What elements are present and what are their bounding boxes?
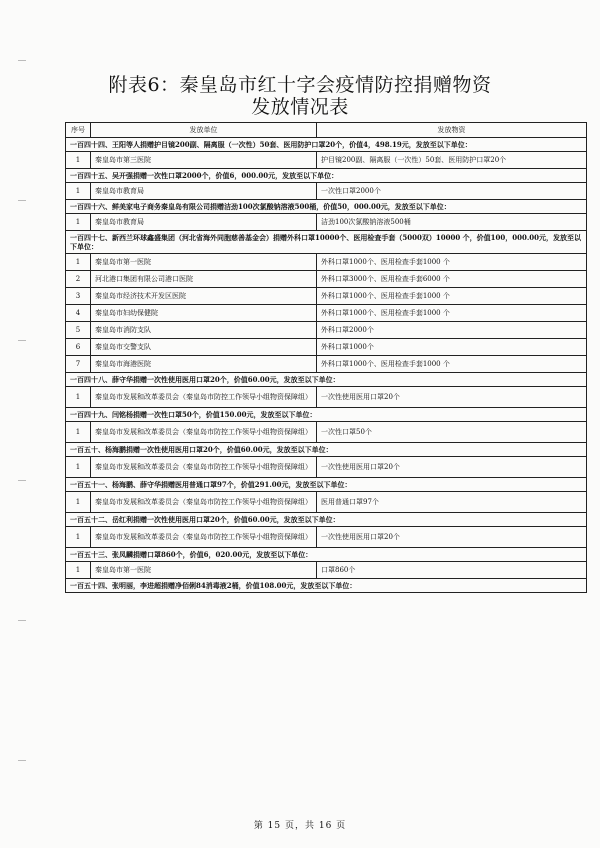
- table-row: [66, 422, 587, 443]
- row-goods: 医用普通口罩97个: [317, 492, 587, 513]
- row-goods: 外科口罩1000个: [317, 339, 587, 356]
- group-title: 一百四十五、吴开强捐赠一次性口罩2000个，价值6，000.00元，发放至以下单位：: [66, 169, 587, 183]
- row-goods: 护目镜200副、隔离服（一次性）50套、医用防护口罩20个: [317, 152, 587, 169]
- group-title-row: [66, 408, 587, 422]
- row-goods: 一次性口罩2000个: [317, 183, 587, 200]
- binding-mark: [18, 480, 26, 481]
- row-number: 5: [66, 322, 91, 339]
- row-goods: 洁劲100次氯酸钠溶液500桶: [317, 214, 587, 231]
- table-row: [66, 152, 587, 169]
- binding-mark: [18, 340, 26, 341]
- row-unit: 秦皇岛市教育局: [91, 214, 317, 231]
- group-title: 一百五十一、杨海鹏、薛守华捐赠医用普通口罩97个，价值291.00元，发放至以下单位：: [66, 478, 587, 492]
- group-title-row: [66, 373, 587, 387]
- row-number: 1: [66, 422, 91, 443]
- table-row: [66, 356, 587, 373]
- row-number: 1: [66, 562, 91, 579]
- table-row: [66, 562, 587, 579]
- binding-mark: [18, 200, 26, 201]
- row-unit: 秦皇岛市第一医院: [91, 562, 317, 579]
- row-unit: 秦皇岛市发展和改革委员会（秦皇岛市防控工作领导小组物资保障组）: [91, 457, 317, 478]
- row-number: 1: [66, 214, 91, 231]
- row-unit: 秦皇岛市发展和改革委员会（秦皇岛市防控工作领导小组物资保障组）: [91, 492, 317, 513]
- table-row: [66, 339, 587, 356]
- row-goods: 外科口罩3000个、医用检查手套6000 个: [317, 271, 587, 288]
- row-goods: 一次性使用医用口罩20个: [317, 387, 587, 408]
- row-number: 1: [66, 527, 91, 548]
- group-title-row: [66, 231, 587, 254]
- table-row: [66, 183, 587, 200]
- row-number: 1: [66, 152, 91, 169]
- row-number: 1: [66, 457, 91, 478]
- row-unit: 秦皇岛市海港医院: [91, 356, 317, 373]
- group-title-row: [66, 478, 587, 492]
- binding-mark: [18, 60, 26, 61]
- table-row: [66, 457, 587, 478]
- title-line-1: 附表6：秦皇岛市红十字会疫情防控捐赠物资: [108, 74, 492, 96]
- table-row: [66, 214, 587, 231]
- group-title: 一百五十四、张明丽，李进超捐赠净佰俐84消毒液2桶，价值108.00元，发放至以下单位：: [66, 579, 587, 593]
- table-row: [66, 527, 587, 548]
- group-title-row: [66, 138, 587, 152]
- row-number: 2: [66, 271, 91, 288]
- group-title: 一百四十六、鲜美家电子商务秦皇岛有限公司捐赠洁劲100次氯酸钠溶液500桶，价值50，000.00元，发放至以下单位：: [66, 200, 587, 214]
- row-number: 4: [66, 305, 91, 322]
- table-row: [66, 387, 587, 408]
- row-number: 1: [66, 492, 91, 513]
- row-unit: 秦皇岛市经济技术开发区医院: [91, 288, 317, 305]
- table-row: [66, 492, 587, 513]
- row-unit: 秦皇岛市第一医院: [91, 254, 317, 271]
- distribution-table: [65, 122, 587, 593]
- row-unit: 秦皇岛市教育局: [91, 183, 317, 200]
- row-unit: 秦皇岛市发展和改革委员会（秦皇岛市防控工作领导小组物资保障组）: [91, 387, 317, 408]
- table-body: [66, 138, 587, 593]
- table-header-row: [66, 123, 587, 138]
- row-unit: 秦皇岛市消防支队: [91, 322, 317, 339]
- binding-mark: [18, 760, 26, 761]
- row-unit: 秦皇岛市交警支队: [91, 339, 317, 356]
- row-unit: 秦皇岛市妇幼保健院: [91, 305, 317, 322]
- header-goods: 发放物资: [317, 123, 587, 138]
- row-unit: 秦皇岛市发展和改革委员会（秦皇岛市防控工作领导小组物资保障组）: [91, 422, 317, 443]
- group-title: 一百五十二、岳红利捐赠一次性使用医用口罩20个，价值60.00元，发放至以下单位：: [66, 513, 587, 527]
- group-title: 一百四十四、王阳等人捐赠护目镜200副、隔离服（一次性）50套、医用防护口罩20个，价值4，498.19元，发放至以下单位：: [66, 138, 587, 152]
- row-number: 1: [66, 183, 91, 200]
- group-title: 一百四十八、薛守华捐赠一次性使用医用口罩20个，价值60.00元，发放至以下单位：: [66, 373, 587, 387]
- group-title-row: [66, 200, 587, 214]
- title-line-2: 发放情况表: [251, 96, 349, 118]
- group-title-row: [66, 443, 587, 457]
- row-goods: 外科口罩1000个、医用检查手套1000 个: [317, 356, 587, 373]
- header-unit: 发放单位: [91, 123, 317, 138]
- group-title: 一百五十、杨海鹏捐赠一次性使用医用口罩20个，价值60.00元，发放至以下单位：: [66, 443, 587, 457]
- row-number: 1: [66, 254, 91, 271]
- group-title-row: [66, 513, 587, 527]
- group-title-row: [66, 169, 587, 183]
- row-goods: 外科口罩1000个、医用检查手套1000 个: [317, 254, 587, 271]
- row-goods: 外科口罩1000个、医用检查手套1000 个: [317, 305, 587, 322]
- page-footer: 第 15 页，共 16 页: [253, 821, 347, 831]
- page-title: [0, 74, 600, 118]
- table-row: [66, 254, 587, 271]
- row-goods: 一次性口罩50个: [317, 422, 587, 443]
- group-title: 一百四十七、新西兰环球鑫盛集团（河北省海外同胞慈善基金会）捐赠外科口罩10000个、医用检查手套（5000双）10000 个，价值100，000.00元，发放至以下单位：: [66, 231, 587, 254]
- row-unit: 河北港口集团有限公司港口医院: [91, 271, 317, 288]
- row-number: 6: [66, 339, 91, 356]
- header-number: 序号: [66, 123, 91, 138]
- row-goods: 一次性使用医用口罩20个: [317, 457, 587, 478]
- table-row: [66, 305, 587, 322]
- table-row: [66, 271, 587, 288]
- row-goods: 外科口罩1000个、医用检查手套1000 个: [317, 288, 587, 305]
- group-title: 一百五十三、张凤麟捐赠口罩860个，价值6，020.00元，发放至以下单位：: [66, 548, 587, 562]
- binding-mark: [18, 620, 26, 621]
- row-goods: 口罩860个: [317, 562, 587, 579]
- group-title-row: [66, 548, 587, 562]
- row-number: 7: [66, 356, 91, 373]
- group-title-row: [66, 579, 587, 593]
- row-unit: 秦皇岛市发展和改革委员会（秦皇岛市防控工作领导小组物资保障组）: [91, 527, 317, 548]
- table-row: [66, 288, 587, 305]
- group-title: 一百四十九、闫铭杨捐赠一次性口罩50个，价值150.00元，发放至以下单位：: [66, 408, 587, 422]
- table-row: [66, 322, 587, 339]
- row-number: 1: [66, 387, 91, 408]
- row-goods: 外科口罩2000个: [317, 322, 587, 339]
- row-number: 3: [66, 288, 91, 305]
- row-goods: 一次性使用医用口罩20个: [317, 527, 587, 548]
- row-unit: 秦皇岛市第三医院: [91, 152, 317, 169]
